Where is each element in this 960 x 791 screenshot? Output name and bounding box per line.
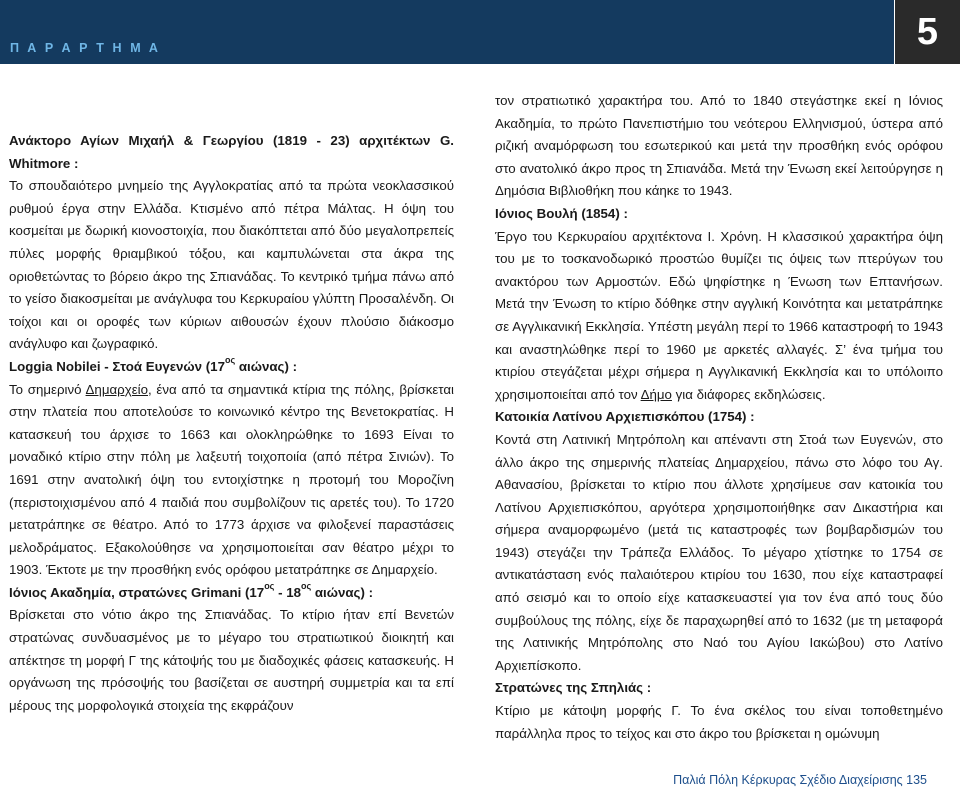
heading-academy-sup1: ος: [264, 580, 275, 591]
heading-academy-tail: αιώνας) :: [311, 584, 374, 600]
heading-loggia-tail: αιώνας) :: [235, 358, 298, 374]
heading-academy: [9, 582, 454, 605]
heading-academy-text: Ιόνιος Ακαδημία, στρατώνες Grimani (17: [9, 584, 265, 600]
heading-academy-mid: - 18: [274, 584, 301, 600]
paragraph-ionian-parliament: [495, 226, 943, 407]
paragraph-spilia-barracks: Κτίριο με κάτοψη μορφής Γ. Το ένα σκέλος του είναι τοποθετημένο παράλληλα προς το τείχος και στο άκρο του βρίσκεται η ομώνυμη: [495, 703, 943, 741]
right-column: [495, 90, 943, 745]
paragraph-archbishop-residence: Κοντά στη Λατινική Μητρόπολη και απέναντι στη Στοά των Ευγενών, στο άλλο άκρο της σημερινής πλατείας Δημαρχείου, πάνω στο λόφο του Αγ. Αθανασίου, βρίσκεται το κτίριο που άλλοτε χρησίμευε σαν κατοικία του Λατίνου Αρχιεπισκόπου, αργότερα χρησιμοποιήθηκε σαν Δικαστήρια και σήμερα αναμορφωμένο (μετά τις καταστροφές των βομβαρδισμών του 1943) στεγάζει την Τράπεζα Ελλάδος. Το μέγαρο χτίστηκε το 1754 σε αντικατάσταση ενός παλαιότερου κτιρίου του 1630, που είχε καταστραφεί από σεισμό και το οποίο είχε κατασκευαστεί για τον ένα από τους δύο συμβούλους της πόλης, είχε δε παραχωρηθεί από το 1632 (με τη μεταφορά της Λατινικής Μητρόπολης στο Ναό του Αγίου Ιακώβου) στο Λατίνο Αρχιεπίσκοπο.: [495, 431, 943, 673]
left-column: [9, 130, 454, 717]
heading-loggia: [9, 356, 454, 379]
paragraph-palace: Το σπουδαιότερο μνημείο της Αγγλοκρατίας από τα πρώτα νεοκλασσικού ρυθμού έργα στην Ελλάδα. Κτισμένο από πέτρα Μάλτας. Η όψη του κοσμείται με δωρική κιονοστοιχία, που διακόπτεται από δύο μεγαλοπρεπείς πύλες μορφής θριαμβικού τόξου, και καμπυλώνεται στα άκρα της οριοθετώντας το βόρειο άκρο της Σπιανάδας. Το κεντρικό τμήμα πάνω από το γείσο διακοσμείται με ανάγλυφα του Κερκυραίου γλύπτη Προσαλένδη. Οι τοίχοι και οι οροφές των κύριων αιθουσών έχουν πλούσιο διάκοσμο ανάγλυφο και ζωγραφικό.: [9, 178, 454, 352]
paragraph-parliament-start: Έργο του Κερκυραίου αρχιτέκτονα Ι. Χρόνη. Η κλασσικού χαρακτήρα όψη του με το τοσκανοδωρικό προστώο θυμίζει τις όψεις των πτερύγων του ανακτόρου των Αρμοστών. Εδώ ψηφίστηκε η Ένωση των Επτανήσων. Μετά την Ένωση το κτίριο δόθηκε στην αγγλική Κοινότητα και μετατράπηκε σε Αγγλικανική Εκκλησία. Υπέστη μεγάλη περί το 1966 καταστροφή το 1943 και αναστηλώθηκε περί το 1960 με αρκετές αλλαγές. Σ’ ένα τμήμα του κτιρίου στεγάζεται μέχρι σήμερα η Αγγλικανική Εκκλησία και το υπόλοιπο χρησιμοποιείται από τον: [495, 228, 943, 402]
heading-academy-sup2: ος: [300, 580, 312, 591]
heading-loggia-text: Loggia Nobilei - Στοά Ευγενών (17: [9, 358, 225, 374]
heading-palace: Ανάκτορο Αγίων Μιχαήλ & Γεωργίου (1819 - 23) αρχιτέκτων G. Whitmore :: [9, 133, 454, 171]
page-badge: 5: [895, 0, 960, 64]
link-dimarxeio[interactable]: Δημαρχείο: [85, 381, 148, 397]
paragraph-loggia-start: Το σημερινό: [9, 381, 86, 397]
paragraph-loggia-rest: , ένα από τα σημαντικά κτίρια της πόλης, βρίσκεται στην πλατεία που αποτελούσε το κοινωνικό κέντρο της Βενετοκρατίας. Η κατασκευή του άρχισε το 1663 και ολοκληρώθηκε το 1693 Είναι το μοναδικό κτίριο στην πόλη με λαξευτή τοιχοποιία (από πέτρα Σινιών). Το 1691 στην ανατολική όψη του εντοιχίστηκε η προτομή του Μοροζίνη (περιστοιχισμένου από 4 παιδιά που συμβολίζουν τις αρετές του). Το 1720 μετατράπηκε σε θέατρο. Από το 1773 άρχισε να φιλοξενεί παραστάσεις μελοδράματος. Εξακολούθησε να χρησιμοποιείται σαν θέατρο μέχρι το 1903. Έκτοτε με την προσθήκη ενός ορόφου μετατράπηκε σε Δημαρχείο.: [9, 381, 455, 578]
heading-archbishop-residence: Κατοικία Λατίνου Αρχιεπισκόπου (1754) :: [495, 409, 755, 425]
heading-spilia-barracks: Στρατώνες της Σπηλιάς :: [495, 680, 652, 696]
paragraph-parliament-rest: για διάφορες εκδηλώσεις.: [671, 386, 826, 402]
page-footer: Παλιά Πόλη Κέρκυρας Σχέδιο Διαχείρισης 135: [673, 773, 927, 787]
header-bar: [0, 0, 894, 64]
paragraph-academy: Βρίσκεται στο νότιο άκρο της Σπιανάδας. Το κτίριο ήταν επί Βενετών στρατώνας συνδυασμένος με το μέγαρο του στρατιωτικού διοικητή και απέκτησε τη μορφή Γ της κάτοψής του με διαδοχικές φάσεις κατασκευής. Η οργάνωση της πρόσοψής του βασίζεται σε αυστηρή συμμετρία και τα επί μέρους της μορφολογικά στοιχεία της εκφράζουν: [9, 607, 454, 713]
section-label: Π Α Ρ Α Ρ Τ Η Μ Α: [10, 41, 161, 55]
paragraph-academy-cont: τον στρατιωτικό χαρακτήρα του. Από το 1840 στεγάστηκε εκεί η Ιόνιος Ακαδημία, το πρώτο Πανεπιστήμιο του νεότερου Ελληνισμού, ύστερα από ριζική αναμόρφωση του εσωτερικού και μετά την προσθήκη ενός ορόφου στο ανατολικό άκρο προς τη Σπιανάδα. Μετά την Ένωση εκεί λειτούργησε η Δημόσια Βιβλιοθήκη που κάηκε το 1943.: [495, 93, 943, 199]
heading-loggia-sup: ος: [224, 354, 236, 365]
heading-ionian-parliament: Ιόνιος Βουλή (1854) :: [495, 205, 628, 221]
link-dimo[interactable]: Δήμο: [640, 386, 672, 402]
paragraph-loggia: [9, 379, 454, 582]
